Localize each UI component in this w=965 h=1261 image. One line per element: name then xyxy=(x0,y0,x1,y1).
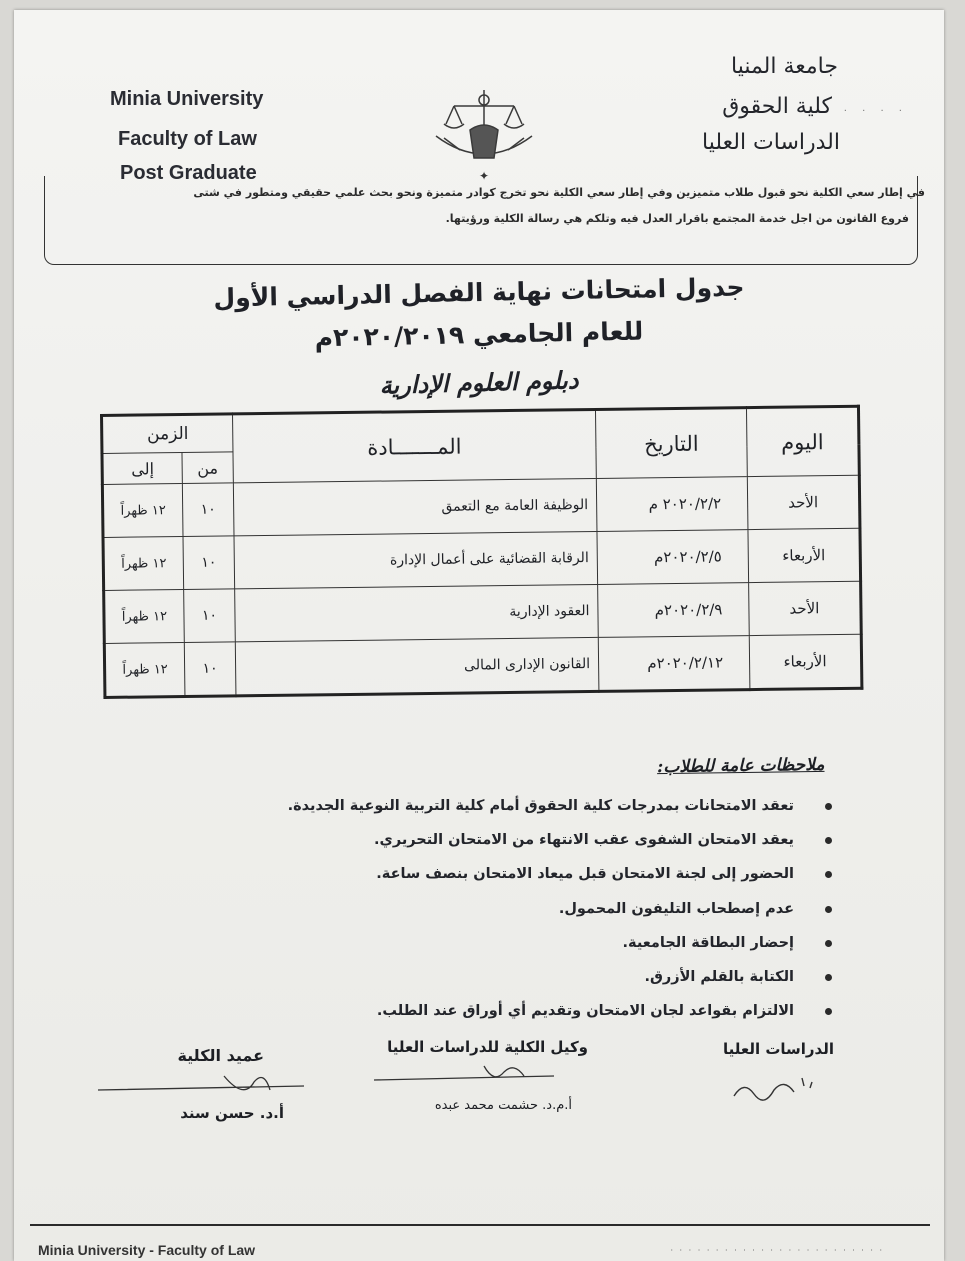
program-title: دبلوم العلوم الإدارية xyxy=(379,365,579,400)
cell-subject: الوظيفة العامة مع التعمق xyxy=(233,478,597,535)
department-name-en: Post Graduate xyxy=(120,162,257,184)
svg-text:✦: ✦ xyxy=(478,169,490,183)
cell-subject: القانون الإدارى المالى xyxy=(235,637,599,695)
table-header-row xyxy=(102,406,859,453)
university-name-ar: جامعة المنيا xyxy=(730,54,838,79)
vice-dean-signature xyxy=(364,1058,564,1098)
header-time: الزمن xyxy=(102,414,233,454)
header-subject: المـــــــادة xyxy=(233,409,597,482)
university-name-en: Minia University xyxy=(110,88,264,110)
cell-to: ١٢ ظهراً xyxy=(102,483,183,537)
cell-from: ١٠ xyxy=(184,589,236,643)
faculty-logo xyxy=(414,76,554,186)
notes-title: ملاحظات عامة للطلاب: xyxy=(656,754,825,778)
mission-line-2: فروع القانون من اجل خدمة المجتمع باقرار العدل فيه وتلكم هي رسالة الكلية ورؤيتها. xyxy=(445,212,909,225)
cell-date: ٢٠٢٠/٢/٩م xyxy=(598,583,750,638)
exam-schedule-table xyxy=(100,405,863,699)
header-from: من xyxy=(182,452,233,484)
cell-day: الأحد xyxy=(747,475,860,529)
academic-year-title: للعام الجامعي ٢٠٢٠/٢٠١٩م xyxy=(314,316,644,353)
cell-from: ١٠ xyxy=(183,536,235,590)
faculty-name-en: Faculty of Law xyxy=(118,128,257,150)
dean-name: أ.د. حسن سند xyxy=(180,1104,284,1122)
cell-to: ١٢ ظهراً xyxy=(103,536,184,590)
vice-dean-signature-title: وكيل الكلية للدراسات العليا xyxy=(387,1038,588,1056)
cell-date: ٢٠٢٠/٢/٥م xyxy=(597,530,749,585)
mission-statement-box xyxy=(44,176,925,265)
cell-subject: الرقابة القضائية على أعمال الإدارة xyxy=(234,531,598,588)
cell-day: الأربعاء xyxy=(748,528,861,582)
cell-day: الأحد xyxy=(749,581,862,635)
header-day: اليوم xyxy=(746,406,859,476)
dean-signature-title: عميد الكلية xyxy=(177,1046,264,1065)
list-item: الالتزام بقواعد لجان الامتحان وتقديم أي أوراق عند الطلب. xyxy=(234,1001,794,1021)
vice-dean-name: أ.م.د. حشمت محمد عبده xyxy=(434,1098,572,1113)
dots-decoration: · · · · xyxy=(843,106,908,117)
list-item: يعقد الامتحان الشفوى عقب الانتهاء من الامتحان التحريري. xyxy=(234,830,794,850)
list-item: إحضار البطاقة الجامعية. xyxy=(234,933,794,953)
list-item: تعقد الامتحانات بمدرجات كلية الحقوق أمام كلية التربية النوعية الجديدة. xyxy=(234,796,794,816)
exam-schedule-title: جدول امتحانات نهاية الفصل الدراسي الأول xyxy=(213,272,745,313)
table-row xyxy=(102,475,860,537)
faculty-name-ar: كلية الحقوق xyxy=(722,94,832,119)
footer-university-text: Minia University - Faculty of Law xyxy=(38,1242,256,1258)
cell-to: ١٢ ظهراً xyxy=(104,589,185,643)
cell-day: الأربعاء xyxy=(749,634,862,689)
mission-line-1: في إطار سعي الكلية نحو قبول طلاب متميزين وفي إطار سعي الكلية نحو تخرج كوادر متميزة ونحو بحث علمي حقيقي ومتطور في شتى xyxy=(193,186,925,199)
cell-date: ٢٠٢٠/٢/١٢م xyxy=(598,636,750,692)
table-row xyxy=(104,634,862,697)
list-item: عدم إصطحاب التليفون المحمول. xyxy=(234,899,794,919)
table-row xyxy=(104,581,862,643)
notes-list xyxy=(234,796,794,1035)
document-page xyxy=(14,10,944,1261)
cell-to: ١٢ ظهراً xyxy=(104,642,185,697)
footer-divider xyxy=(30,1224,930,1226)
cell-from: ١٠ xyxy=(182,483,234,537)
list-item: الحضور إلى لجنة الامتحان قبل ميعاد الامتحان بنصف ساعة. xyxy=(234,864,794,884)
header-date: التاريخ xyxy=(595,408,747,479)
list-item: الكتابة بالقلم الأزرق. xyxy=(234,967,794,987)
cell-subject: العقود الإدارية xyxy=(235,584,599,641)
footer-arabic-text: · · · · · · · · · · · · · · · · · · · · · · · · xyxy=(670,1246,884,1255)
cell-date: ٢٠٢٠/٢/٢ م xyxy=(596,477,748,532)
grad-studies-signature-title: الدراسات العليا xyxy=(722,1040,834,1058)
table-row xyxy=(103,528,861,590)
header-to: إلى xyxy=(102,453,182,485)
cell-from: ١٠ xyxy=(184,642,236,697)
department-name-ar: الدراسات العليا xyxy=(702,130,840,155)
grad-studies-signature xyxy=(724,1068,824,1112)
